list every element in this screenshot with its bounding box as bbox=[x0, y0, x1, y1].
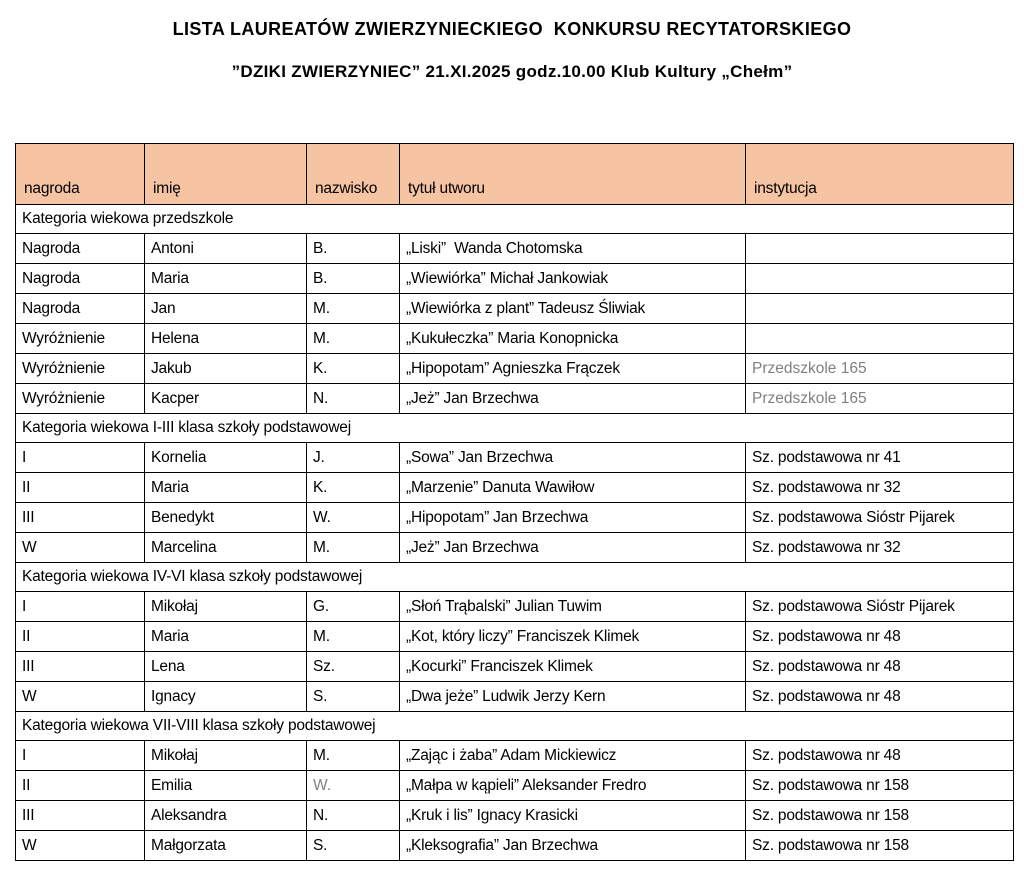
category-row bbox=[16, 712, 1014, 741]
cell-instytucja: Przedszkole 165 bbox=[746, 354, 1014, 384]
table-row bbox=[16, 384, 1014, 414]
cell-tytul: „Jeż” Jan Brzechwa bbox=[400, 533, 746, 563]
cell-nagroda: W bbox=[16, 831, 145, 861]
cell-nazwisko: M. bbox=[307, 533, 400, 563]
cell-tytul: „Wiewiórka z plant” Tadeusz Śliwiak bbox=[400, 294, 746, 324]
column-header-instytucja: instytucja bbox=[746, 144, 1014, 205]
table-row bbox=[16, 533, 1014, 563]
cell-imie: Maria bbox=[145, 473, 307, 503]
cell-instytucja: Sz. podstawowa nr 41 bbox=[746, 443, 1014, 473]
category-row bbox=[16, 563, 1014, 592]
cell-nagroda: II bbox=[16, 622, 145, 652]
cell-nazwisko: M. bbox=[307, 622, 400, 652]
cell-nagroda: II bbox=[16, 473, 145, 503]
cell-nazwisko: M. bbox=[307, 294, 400, 324]
table-row bbox=[16, 771, 1014, 801]
cell-instytucja: Sz. podstawowa nr 48 bbox=[746, 622, 1014, 652]
cell-instytucja: Przedszkole 165 bbox=[746, 384, 1014, 414]
cell-tytul: „Sowa” Jan Brzechwa bbox=[400, 443, 746, 473]
cell-nazwisko: N. bbox=[307, 801, 400, 831]
cell-nazwisko: K. bbox=[307, 473, 400, 503]
cell-instytucja: Sz. podstawowa nr 32 bbox=[746, 473, 1014, 503]
category-label: Kategoria wiekowa IV-VI klasa szkoły podstawowej bbox=[16, 563, 1014, 592]
cell-instytucja: Sz. podstawowa nr 158 bbox=[746, 771, 1014, 801]
column-header-tytul: tytuł utworu bbox=[400, 144, 746, 205]
column-header-imie: imię bbox=[145, 144, 307, 205]
column-header-nagroda: nagroda bbox=[16, 144, 145, 205]
cell-nagroda: Nagroda bbox=[16, 234, 145, 264]
cell-nagroda: III bbox=[16, 652, 145, 682]
cell-imie: Maria bbox=[145, 622, 307, 652]
cell-tytul: „Wiewiórka” Michał Jankowiak bbox=[400, 264, 746, 294]
cell-nazwisko: J. bbox=[307, 443, 400, 473]
cell-imie: Marcelina bbox=[145, 533, 307, 563]
cell-nagroda: I bbox=[16, 443, 145, 473]
table-row bbox=[16, 831, 1014, 861]
cell-tytul: „Kruk i lis” Ignacy Krasicki bbox=[400, 801, 746, 831]
table-row bbox=[16, 682, 1014, 712]
table-row bbox=[16, 443, 1014, 473]
table-row bbox=[16, 473, 1014, 503]
cell-nagroda: Wyróżnienie bbox=[16, 384, 145, 414]
cell-nagroda: II bbox=[16, 771, 145, 801]
cell-nazwisko: W. bbox=[307, 503, 400, 533]
cell-instytucja bbox=[746, 264, 1014, 294]
cell-nazwisko: S. bbox=[307, 682, 400, 712]
cell-imie: Benedykt bbox=[145, 503, 307, 533]
cell-imie: Maria bbox=[145, 264, 307, 294]
category-row bbox=[16, 205, 1014, 234]
cell-imie: Aleksandra bbox=[145, 801, 307, 831]
cell-nagroda: W bbox=[16, 533, 145, 563]
cell-nazwisko: M. bbox=[307, 741, 400, 771]
cell-instytucja: Sz. podstawowa Sióstr Pijarek bbox=[746, 592, 1014, 622]
cell-imie: Ignacy bbox=[145, 682, 307, 712]
cell-imie: Lena bbox=[145, 652, 307, 682]
cell-imie: Jakub bbox=[145, 354, 307, 384]
cell-nagroda: I bbox=[16, 592, 145, 622]
table-row bbox=[16, 741, 1014, 771]
cell-tytul: „Marzenie” Danuta Wawiłow bbox=[400, 473, 746, 503]
cell-instytucja: Sz. podstawowa nr 48 bbox=[746, 682, 1014, 712]
cell-tytul: „Hipopotam” Agnieszka Frączek bbox=[400, 354, 746, 384]
category-label: Kategoria wiekowa I-III klasa szkoły podstawowej bbox=[16, 414, 1014, 443]
cell-nazwisko: K. bbox=[307, 354, 400, 384]
cell-nagroda: W bbox=[16, 682, 145, 712]
cell-tytul: „Hipopotam” Jan Brzechwa bbox=[400, 503, 746, 533]
cell-imie: Kornelia bbox=[145, 443, 307, 473]
cell-tytul: „Liski” Wanda Chotomska bbox=[400, 234, 746, 264]
cell-nazwisko: N. bbox=[307, 384, 400, 414]
cell-tytul: „Kleksografia” Jan Brzechwa bbox=[400, 831, 746, 861]
cell-imie: Jan bbox=[145, 294, 307, 324]
cell-nagroda: III bbox=[16, 801, 145, 831]
cell-instytucja bbox=[746, 294, 1014, 324]
laureates-table bbox=[15, 143, 1014, 861]
cell-imie: Mikołaj bbox=[145, 592, 307, 622]
cell-nagroda: Nagroda bbox=[16, 264, 145, 294]
cell-nazwisko: W. bbox=[307, 771, 400, 801]
cell-nazwisko: S. bbox=[307, 831, 400, 861]
cell-tytul: „Zając i żaba” Adam Mickiewicz bbox=[400, 741, 746, 771]
page-title: LISTA LAUREATÓW ZWIERZYNIECKIEGO KONKURSU RECYTATORSKIEGO bbox=[172, 19, 852, 39]
cell-instytucja: Sz. podstawowa nr 158 bbox=[746, 831, 1014, 861]
cell-imie: Mikołaj bbox=[145, 741, 307, 771]
table-row bbox=[16, 354, 1014, 384]
table-row bbox=[16, 503, 1014, 533]
cell-nazwisko: Sz. bbox=[307, 652, 400, 682]
cell-tytul: „Kocurki” Franciszek Klimek bbox=[400, 652, 746, 682]
cell-nagroda: Nagroda bbox=[16, 294, 145, 324]
table-row bbox=[16, 592, 1014, 622]
cell-imie: Antoni bbox=[145, 234, 307, 264]
cell-instytucja: Sz. podstawowa nr 48 bbox=[746, 741, 1014, 771]
document-page bbox=[0, 19, 1024, 861]
header-row bbox=[16, 144, 1014, 205]
table-row bbox=[16, 622, 1014, 652]
cell-imie: Helena bbox=[145, 324, 307, 354]
cell-tytul: „Kot, który liczy” Franciszek Klimek bbox=[400, 622, 746, 652]
cell-tytul: „Dwa jeże” Ludwik Jerzy Kern bbox=[400, 682, 746, 712]
cell-tytul: „Jeż” Jan Brzechwa bbox=[400, 384, 746, 414]
table-row bbox=[16, 294, 1014, 324]
cell-nazwisko: M. bbox=[307, 324, 400, 354]
column-header-nazwisko: nazwisko bbox=[307, 144, 400, 205]
cell-instytucja bbox=[746, 234, 1014, 264]
cell-instytucja: Sz. podstawowa nr 48 bbox=[746, 652, 1014, 682]
category-row bbox=[16, 414, 1014, 443]
cell-instytucja: Sz. podstawowa nr 158 bbox=[746, 801, 1014, 831]
table-row bbox=[16, 234, 1014, 264]
cell-instytucja: Sz. podstawowa nr 32 bbox=[746, 533, 1014, 563]
cell-nagroda: I bbox=[16, 741, 145, 771]
cell-nazwisko: B. bbox=[307, 234, 400, 264]
cell-nazwisko: B. bbox=[307, 264, 400, 294]
page-subtitle: ”DZIKI ZWIERZYNIEC” 21.XI.2025 godz.10.00 Klub Kultury „Chełm” bbox=[231, 62, 793, 81]
cell-instytucja: Sz. podstawowa Sióstr Pijarek bbox=[746, 503, 1014, 533]
cell-imie: Kacper bbox=[145, 384, 307, 414]
table-row bbox=[16, 801, 1014, 831]
table-body bbox=[16, 205, 1014, 861]
cell-nagroda: Wyróżnienie bbox=[16, 324, 145, 354]
table-row bbox=[16, 652, 1014, 682]
cell-imie: Małgorzata bbox=[145, 831, 307, 861]
table-row bbox=[16, 264, 1014, 294]
table-row bbox=[16, 324, 1014, 354]
category-label: Kategoria wiekowa przedszkole bbox=[16, 205, 1014, 234]
cell-tytul: „Słoń Trąbalski” Julian Tuwim bbox=[400, 592, 746, 622]
cell-tytul: „Kukułeczka” Maria Konopnicka bbox=[400, 324, 746, 354]
cell-imie: Emilia bbox=[145, 771, 307, 801]
category-label: Kategoria wiekowa VII-VIII klasa szkoły podstawowej bbox=[16, 712, 1014, 741]
cell-nazwisko: G. bbox=[307, 592, 400, 622]
table-header bbox=[16, 144, 1014, 205]
cell-instytucja bbox=[746, 324, 1014, 354]
cell-nagroda: Wyróżnienie bbox=[16, 354, 145, 384]
cell-nagroda: III bbox=[16, 503, 145, 533]
cell-tytul: „Małpa w kąpieli” Aleksander Fredro bbox=[400, 771, 746, 801]
